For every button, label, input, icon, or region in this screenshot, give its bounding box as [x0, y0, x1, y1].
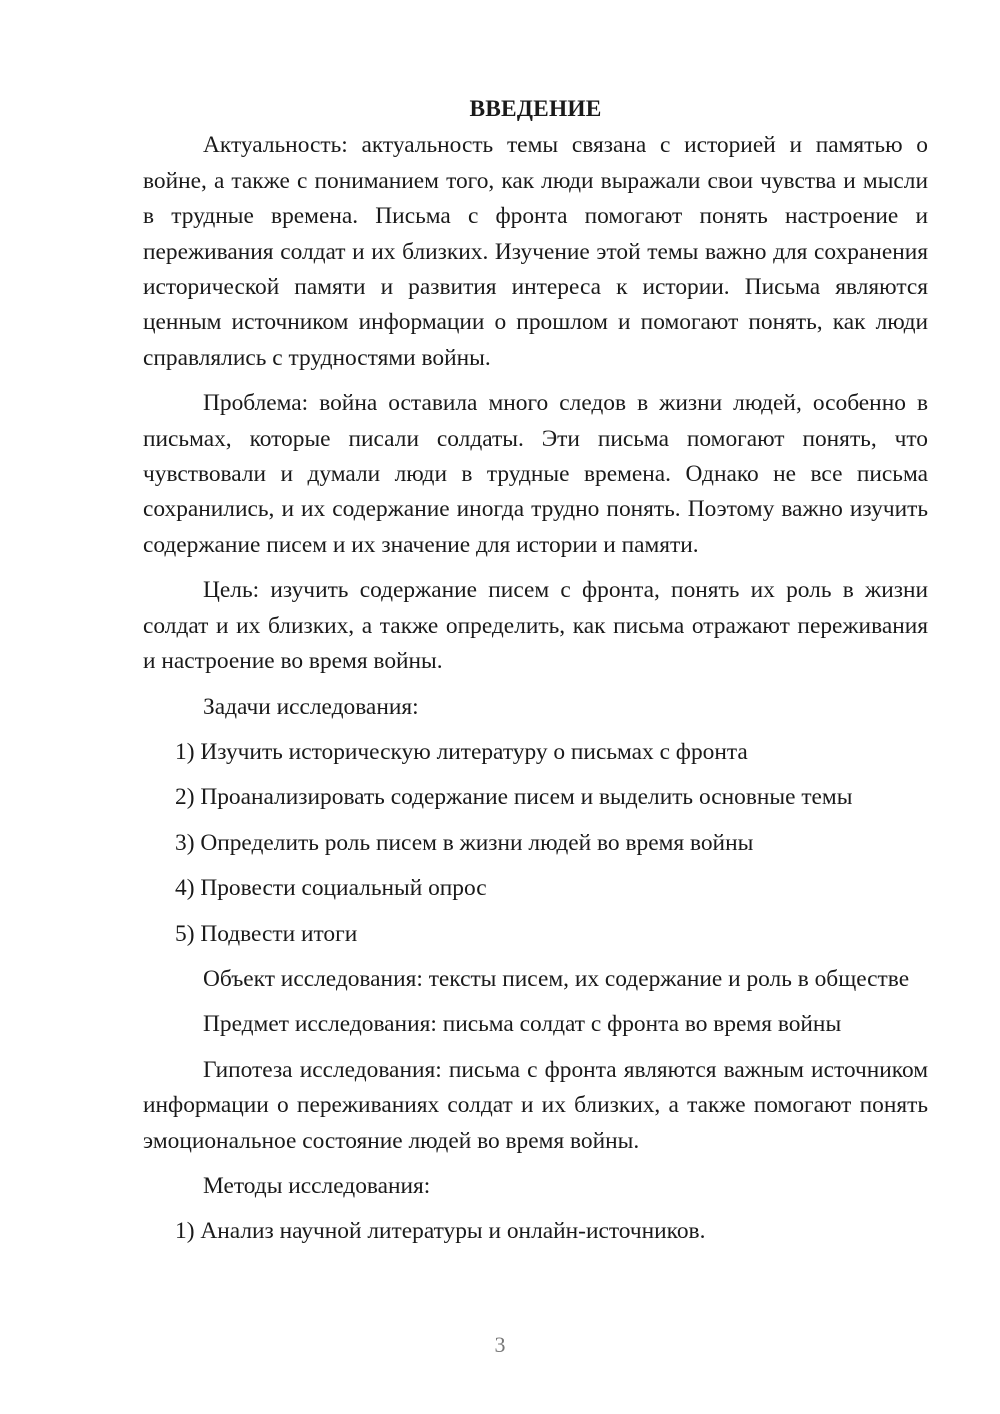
tasks-heading: Задачи исследования: [203, 693, 419, 720]
document-page [143, 92, 928, 1260]
task-item-3: 3) Определить роль писем в жизни людей во время войны [175, 829, 754, 856]
paragraph-hypothesis: Гипотеза исследования: письма с фронта являются важным источником информации о переживаниях солдат и их близких, а также помогают понять эмоциональное состояние людей во время войны. [143, 1056, 928, 1154]
task-item-4: 4) Провести социальный опрос [175, 875, 487, 902]
page-number: 3 [494, 1332, 506, 1357]
paragraph-goal: Цель: изучить содержание писем с фронта, понять их роль в жизни солдат и их близких, а также определить, как письма отражают переживания и настроение во время войны. [143, 577, 928, 675]
section-title: ВВЕДЕНИЕ [469, 96, 602, 122]
paragraph-relevance: Актуальность: актуальность темы связана с историей и памятью о войне, а также с пониманием того, как люди выражали свои чувства и мысли в трудные времена. Письма с фронта помогают понять настроение и переживания солдат и их близких. Изучение этой темы важно для сохранения исторической памяти и развития интереса к истории. Письма являются ценным источником информации о прошлом и помогают понять, как люди справлялись с трудностями войны. [143, 132, 928, 371]
paragraph-object: Объект исследования: тексты писем, их содержание и роль в обществе [203, 965, 910, 992]
task-item-1: 1) Изучить историческую литературу о письмах с фронта [175, 738, 748, 765]
method-item-1: 1) Анализ научной литературы и онлайн-источников. [175, 1218, 706, 1245]
methods-heading: Методы исследования: [203, 1172, 431, 1199]
paragraph-problem: Проблема: война оставила много следов в жизни людей, особенно в письмах, которые писали солдаты. Эти письма помогают понять, что чувствовали и думали люди в трудные времена. Однако не все письма сохранились, и их содержание иногда трудно понять. Поэтому важно изучить содержание писем и их значение для истории и памяти. [143, 390, 928, 558]
paragraph-subject: Предмет исследования: письма солдат с фронта во время войны [203, 1011, 842, 1038]
task-item-2: 2) Проанализировать содержание писем и выделить основные темы [175, 784, 853, 811]
task-item-5: 5) Подвести итоги [175, 920, 358, 947]
